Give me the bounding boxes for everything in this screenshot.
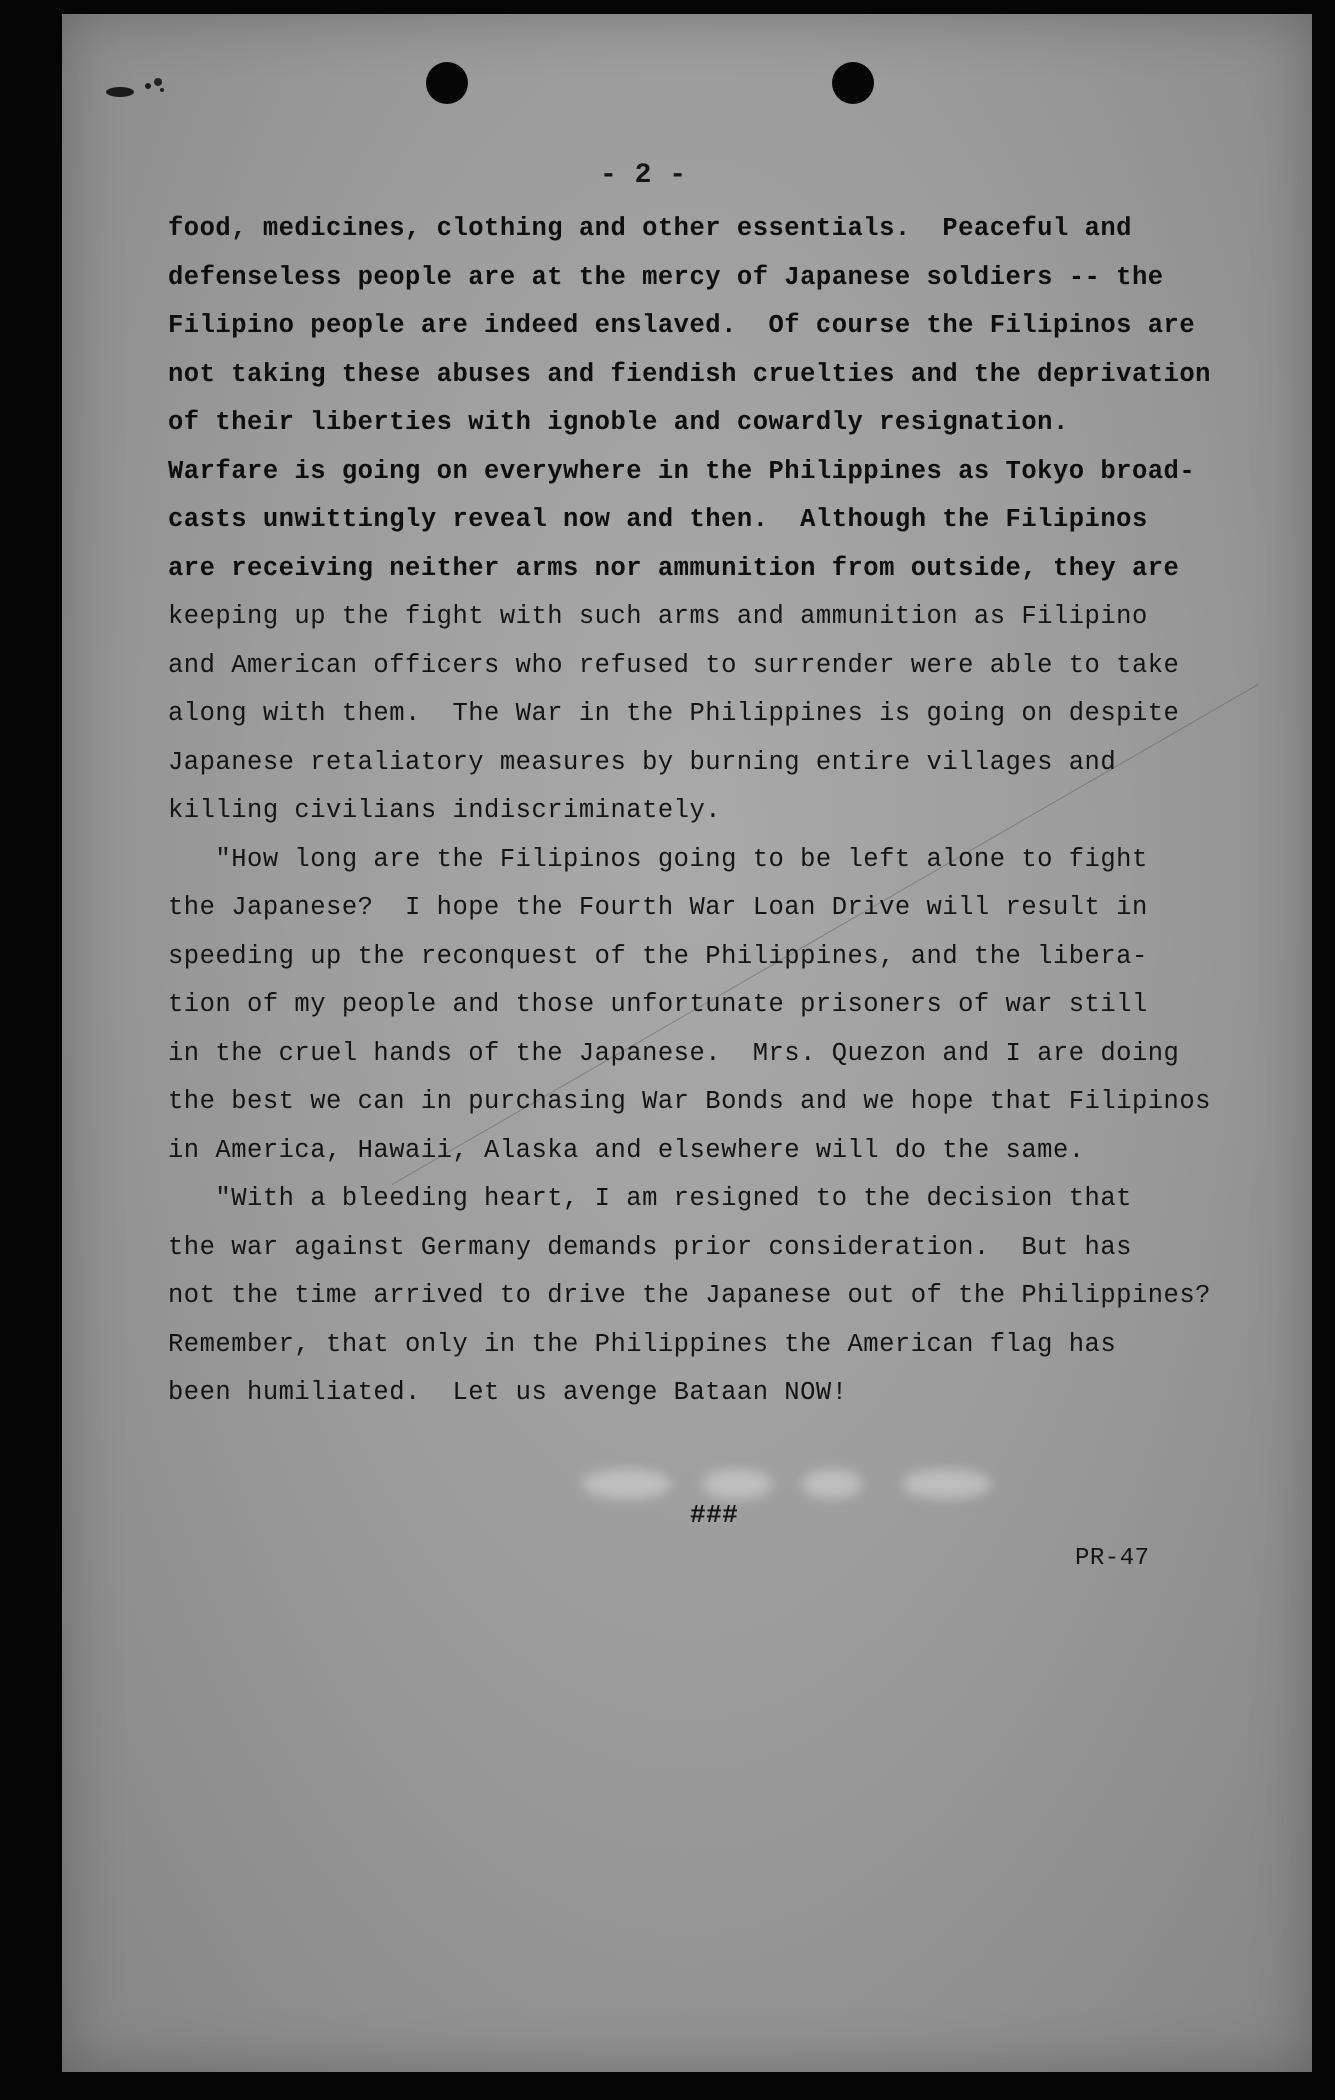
page-number: - 2 - — [600, 160, 687, 191]
text-line: speeding up the reconquest of the Philippines, and the libera- — [168, 941, 1148, 971]
text-line: are receiving neither arms nor ammunition from outside, they are — [168, 553, 1180, 583]
end-mark: ### — [690, 1500, 739, 1530]
text-line: not taking these abuses and fiendish cruelties and the deprivation — [168, 359, 1211, 389]
text-line: the best we can in purchasing War Bonds and we hope that Filipinos — [168, 1087, 1211, 1116]
text-line: in America, Hawaii, Alaska and elsewhere will do the same. — [168, 1135, 1085, 1165]
text-line: "How long are the Filipinos going to be left alone to fight — [168, 844, 1148, 874]
text-line: "With a bleeding heart, I am resigned to the decision that — [168, 1184, 1132, 1213]
text-line: keeping up the fight with such arms and ammunition as Filipino — [168, 602, 1148, 631]
punch-hole-right — [832, 62, 874, 104]
document-code: PR-47 — [1075, 1545, 1150, 1572]
text-line: defenseless people are at the mercy of Japanese soldiers -- the — [168, 262, 1164, 292]
text-line: and American officers who refused to surrender were able to take — [168, 650, 1180, 680]
text-line: not the time arrived to drive the Japanese out of the Philippines? — [168, 1281, 1211, 1310]
light-glare — [802, 1469, 862, 1499]
ink-smudge-icon — [100, 72, 180, 102]
text-line: food, medicines, clothing and other essentials. Peaceful and — [168, 214, 1132, 243]
text-line: killing civilians indiscriminately. — [168, 796, 722, 825]
light-glare — [582, 1469, 672, 1499]
text-line: along with them. The War in the Philippines is going on despite — [168, 699, 1180, 728]
text-line: the Japanese? I hope the Fourth War Loan Drive will result in — [168, 893, 1148, 922]
text-line: Remember, that only in the Philippines the American flag has — [168, 1329, 1117, 1359]
punch-hole-left — [426, 62, 468, 104]
text-line: in the cruel hands of the Japanese. Mrs. Quezon and I are doing — [168, 1038, 1180, 1068]
text-line: the war against Germany demands prior consideration. But has — [168, 1232, 1132, 1262]
text-line: Warfare is going on everywhere in the Philippines as Tokyo broad- — [168, 456, 1196, 486]
text-line: been humiliated. Let us avenge Bataan NOW! — [168, 1378, 848, 1407]
light-glare — [702, 1469, 772, 1499]
light-glare — [902, 1469, 992, 1499]
text-line: of their liberties with ignoble and cowardly resignation. — [168, 408, 1069, 437]
text-line: tion of my people and those unfortunate prisoners of war still — [168, 990, 1148, 1019]
text-line: Filipino people are indeed enslaved. Of course the Filipinos are — [168, 311, 1196, 340]
body-text — [168, 205, 1238, 1418]
text-line: Japanese retaliatory measures by burning entire villages and — [168, 747, 1117, 777]
text-line: casts unwittingly reveal now and then. Although the Filipinos — [168, 505, 1148, 534]
